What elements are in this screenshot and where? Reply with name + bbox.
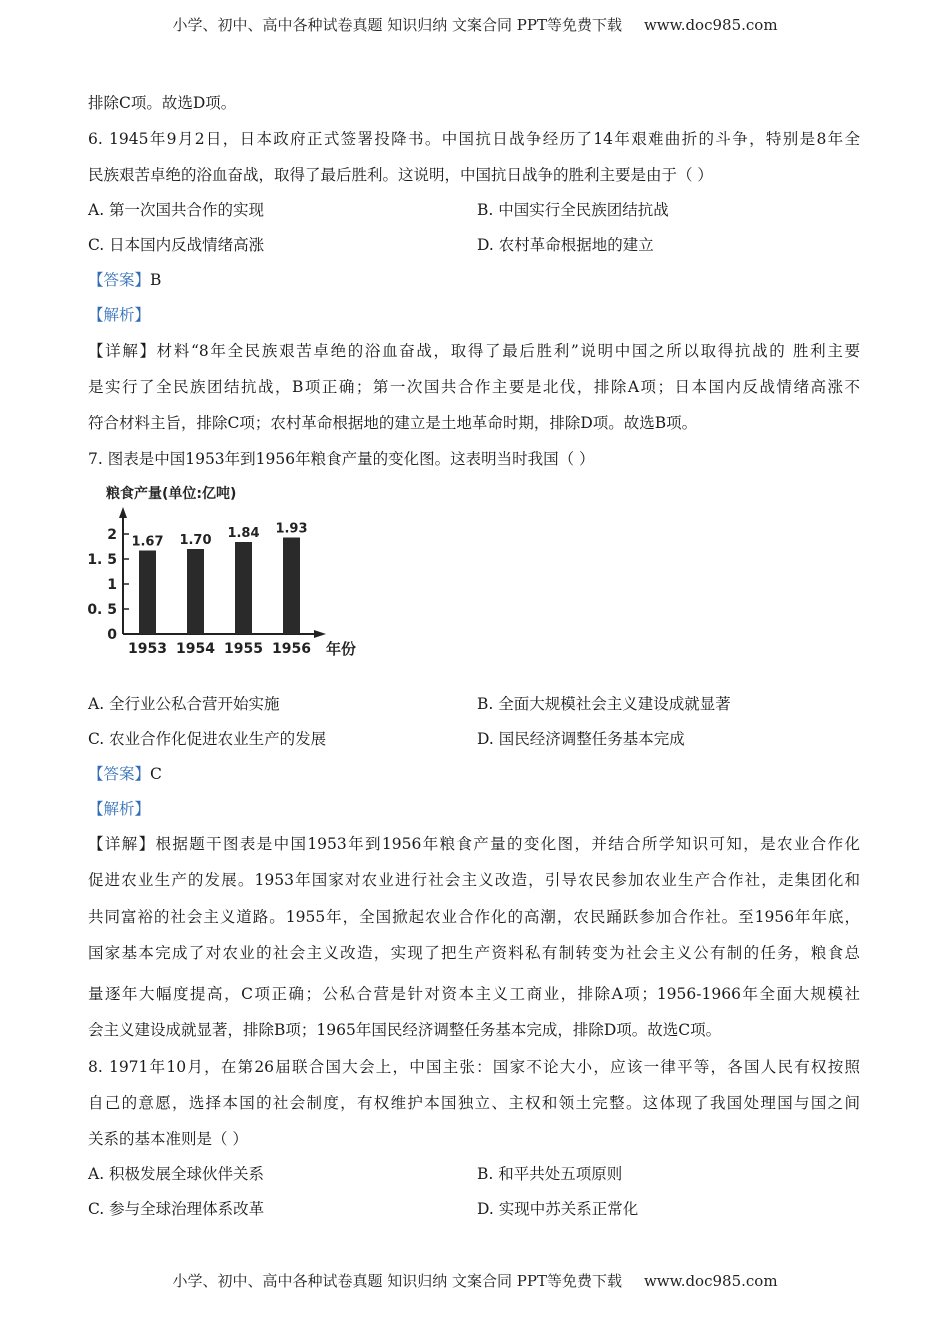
q7-detail-line-2: 促进农业生产的发展。1953年国家对农业进行社会主义改造，引导农民参加农业生产合作社，走集团化和 [88, 871, 860, 889]
q7-detail-line-5: 量逐年大幅度提高，C项正确；公私合营是针对资本主义工商业，排除A项；1956-1966年全面大规模社 [88, 985, 860, 1003]
bar-1954 [187, 549, 204, 634]
q7-analysis-label [88, 797, 150, 819]
q7-detail-line-3: 共同富裕的社会主义道路。1955年，全国掀起农业合作化的高潮，农民踊跃参加合作社。至1956年年底， [88, 908, 860, 926]
footer-url[interactable]: www.doc985.com [643, 1272, 778, 1290]
chart-title: 粮食产量(单位:亿吨) [106, 486, 237, 502]
x-tick-label-1956: 1956 [272, 641, 311, 657]
y-tick-label: 0. 5 [87, 602, 117, 618]
answer-label: 【答案】 [88, 765, 151, 783]
y-tick-label: 0 [107, 627, 117, 643]
prev-question-tail: 排除C项。故选D项。 [88, 94, 237, 112]
y-tick-label: 1. 5 [87, 552, 117, 568]
analysis-label: 【解析】 [88, 306, 151, 324]
q6-answer-value: B [150, 271, 162, 289]
grain-output-chart [86, 478, 376, 668]
q6-detail-text-1: 材料“8年全民族艰苦卓绝的浴血奋战，取得了最后胜利”说明中国之所以取得抗战的 胜利主要 [156, 342, 860, 360]
header-url[interactable]: www.doc985.com [643, 16, 778, 34]
q7-option-b: B. 全面大规模社会主义建设成就显著 [477, 695, 731, 713]
q7-answer-value: C [150, 765, 162, 783]
q8-stem-line-3: 关系的基本准则是（ ） [88, 1130, 248, 1148]
q7-detail-line-6: 会主义建设成就显著，排除B项；1965年国民经济调整任务基本完成，排除D项。故选C项。 [88, 1021, 722, 1039]
analysis-label: 【解析】 [88, 800, 151, 818]
x-tick-label-1954: 1954 [176, 641, 215, 657]
bar-1956 [283, 538, 300, 635]
q6-detail-line-1 [88, 339, 860, 361]
q6-option-a: A. 第一次国共合作的实现 [88, 201, 265, 219]
q6-detail-line-2: 是实行了全民族团结抗战，B项正确；第一次国共合作主要是北伐，排除A项；日本国内反战情绪高涨不 [88, 378, 860, 396]
q6-stem-line-1: 6. 1945年9月2日，日本政府正式签署投降书。中国抗日战争经历了14年艰难曲折的斗争，特别是8年全 [88, 130, 860, 148]
answer-label: 【答案】 [88, 271, 151, 289]
q6-option-b: B. 中国实行全民族团结抗战 [477, 201, 669, 219]
q8-option-b: B. 和平共处五项原则 [477, 1165, 623, 1183]
q6-detail-line-3: 符合材料主旨，排除C项；农村革命根据地的建立是土地革命时期，排除D项。故选B项。 [88, 414, 698, 432]
detail-label: 【详解】 [88, 835, 156, 853]
x-axis-label: 年份 [326, 640, 357, 658]
q8-stem-line-1: 8. 1971年10月，在第26届联合国大会上，中国主张：国家不论大小，应该一律平等，各国人民有权按照 [88, 1058, 860, 1076]
bar-1955 [235, 542, 252, 634]
q6-answer [88, 268, 161, 290]
detail-label: 【详解】 [88, 342, 157, 360]
data-label-1956: 1.93 [275, 521, 308, 537]
q7-stem: 7. 图表是中国1953年到1956年粮食产量的变化图。这表明当时我国（ ） [88, 450, 595, 468]
header-text: 小学、初中、高中各种试卷真题 知识归纳 文案合同 PPT等免费下载 [172, 16, 622, 34]
q6-stem-line-2: 民族艰苦卓绝的浴血奋战，取得了最后胜利。这说明，中国抗日战争的胜利主要是由于（ ） [88, 166, 713, 184]
x-axis-arrow [314, 630, 326, 638]
q8-option-c: C. 参与全球治理体系改革 [88, 1200, 265, 1218]
q6-option-d: D. 农村革命根据地的建立 [477, 236, 654, 254]
q8-option-a: A. 积极发展全球伙伴关系 [88, 1165, 265, 1183]
q7-detail-text-1: 根据题干图表是中国1953年到1956年粮食产量的变化图，并结合所学知识可知，是农业合作化 [155, 835, 860, 853]
x-tick-label-1953: 1953 [128, 641, 167, 657]
q7-detail-line-4: 国家基本完成了对农业的社会主义改造，实现了把生产资料私有制转变为社会主义公有制的任务，粮食总 [88, 944, 860, 962]
bar-1953 [139, 551, 156, 635]
page-header [0, 14, 950, 35]
data-label-1953: 1.67 [131, 534, 164, 550]
data-label-1955: 1.84 [227, 526, 260, 541]
y-tick-label: 2 [107, 527, 117, 543]
q8-option-d: D. 实现中苏关系正常化 [477, 1200, 639, 1218]
q6-analysis-label [88, 303, 150, 325]
q7-detail-line-1 [88, 832, 860, 854]
y-axis-arrow [119, 507, 127, 518]
q7-option-c: C. 农业合作化促进农业生产的发展 [88, 730, 327, 748]
q7-option-d: D. 国民经济调整任务基本完成 [477, 730, 685, 748]
page-footer [0, 1270, 950, 1291]
x-tick-label-1955: 1955 [224, 641, 263, 657]
y-tick-label: 1 [107, 577, 117, 593]
q8-stem-line-2: 自己的意愿，选择本国的社会制度，有权维护本国独立、主权和领土完整。这体现了我国处理国与国之间 [88, 1094, 860, 1112]
footer-text: 小学、初中、高中各种试卷真题 知识归纳 文案合同 PPT等免费下载 [172, 1272, 622, 1290]
q7-option-a: A. 全行业公私合营开始实施 [88, 695, 280, 713]
q7-answer [88, 762, 162, 784]
q6-option-c: C. 日本国内反战情绪高涨 [88, 236, 265, 254]
data-label-1954: 1.70 [179, 533, 212, 548]
